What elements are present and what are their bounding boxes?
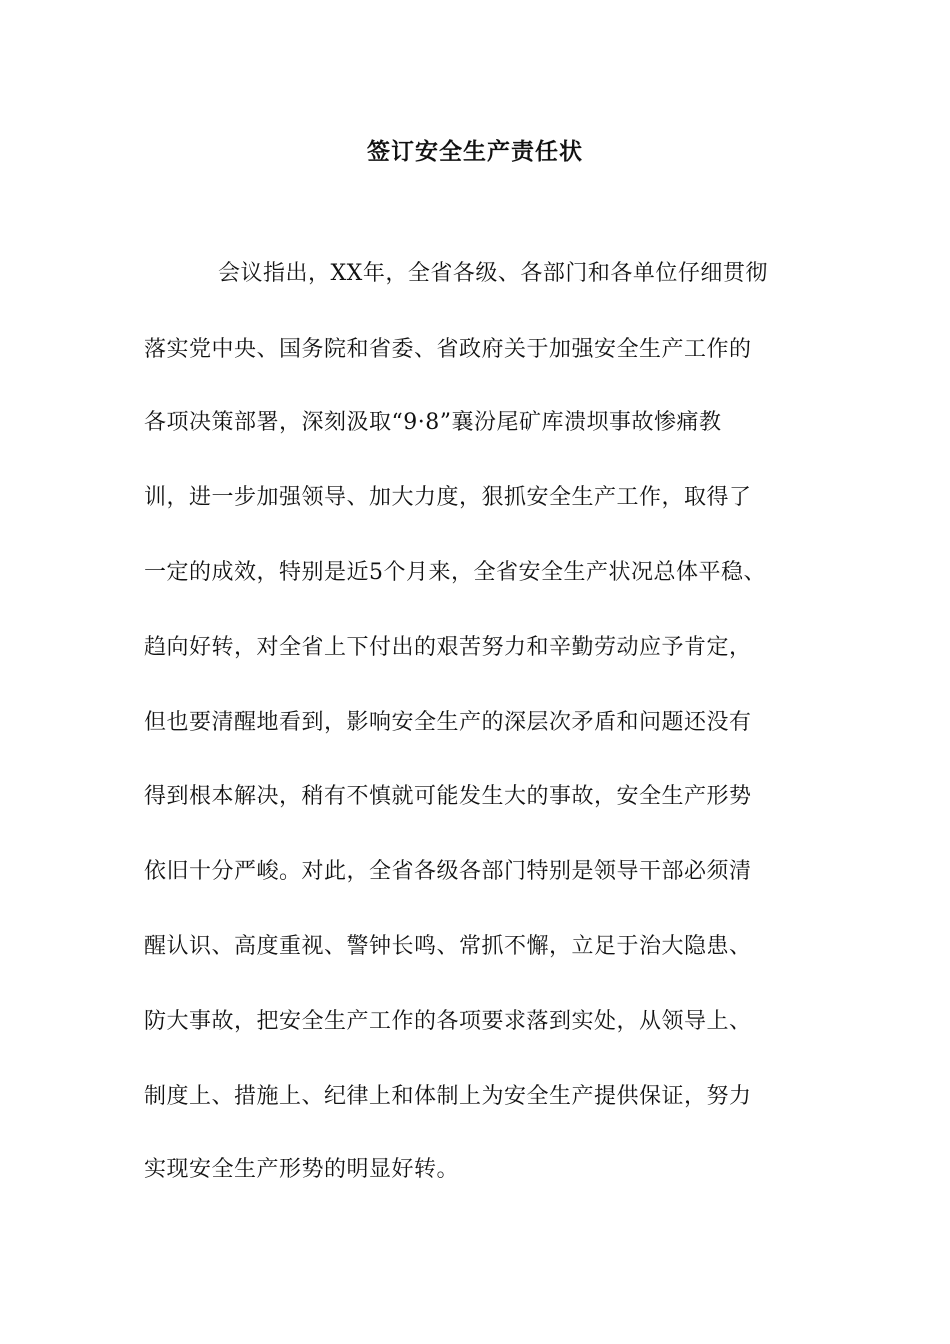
paragraph-line: 落实党中央、国务院和省委、省政府关于加强安全生产工作的 xyxy=(144,337,752,362)
paragraph-line: 醒认识、高度重视、警钟长鸣、常抓不懈，立足于治大隐患、 xyxy=(144,934,752,959)
paragraph-line: 实现安全生产形势的明显好转。 xyxy=(144,1157,460,1182)
paragraph-line: 一定的成效，特别是近5个月来，全省安全生产状况总体平稳、 xyxy=(144,560,766,585)
paragraph-line: 防大事故，把安全生产工作的各项要求落到实处，从领导上、 xyxy=(144,1009,752,1034)
paragraph-line: 依旧十分严峻。对此，全省各级各部门特别是领导干部必须清 xyxy=(144,859,752,884)
paragraph-line: 会议指出，XX年，全省各级、各部门和各单位仔细贯彻 xyxy=(218,261,768,286)
paragraph-line: 训，进一步加强领导、加大力度，狠抓安全生产工作，取得了 xyxy=(144,485,752,510)
paragraph-line: 各项决策部署，深刻汲取“9·8”襄汾尾矿库溃坝事故惨痛教 xyxy=(144,410,722,435)
document-title: 签订安全生产责任状 xyxy=(367,139,583,165)
paragraph-line: 但也要清醒地看到，影响安全生产的深层次矛盾和问题还没有 xyxy=(144,710,752,735)
paragraph-line: 趋向好转，对全省上下付出的艰苦努力和辛勤劳动应予肯定， xyxy=(144,635,752,660)
paragraph-line: 得到根本解决，稍有不慎就可能发生大的事故，安全生产形势 xyxy=(144,784,752,809)
paragraph-line: 制度上、措施上、纪律上和体制上为安全生产提供保证，努力 xyxy=(144,1084,752,1109)
